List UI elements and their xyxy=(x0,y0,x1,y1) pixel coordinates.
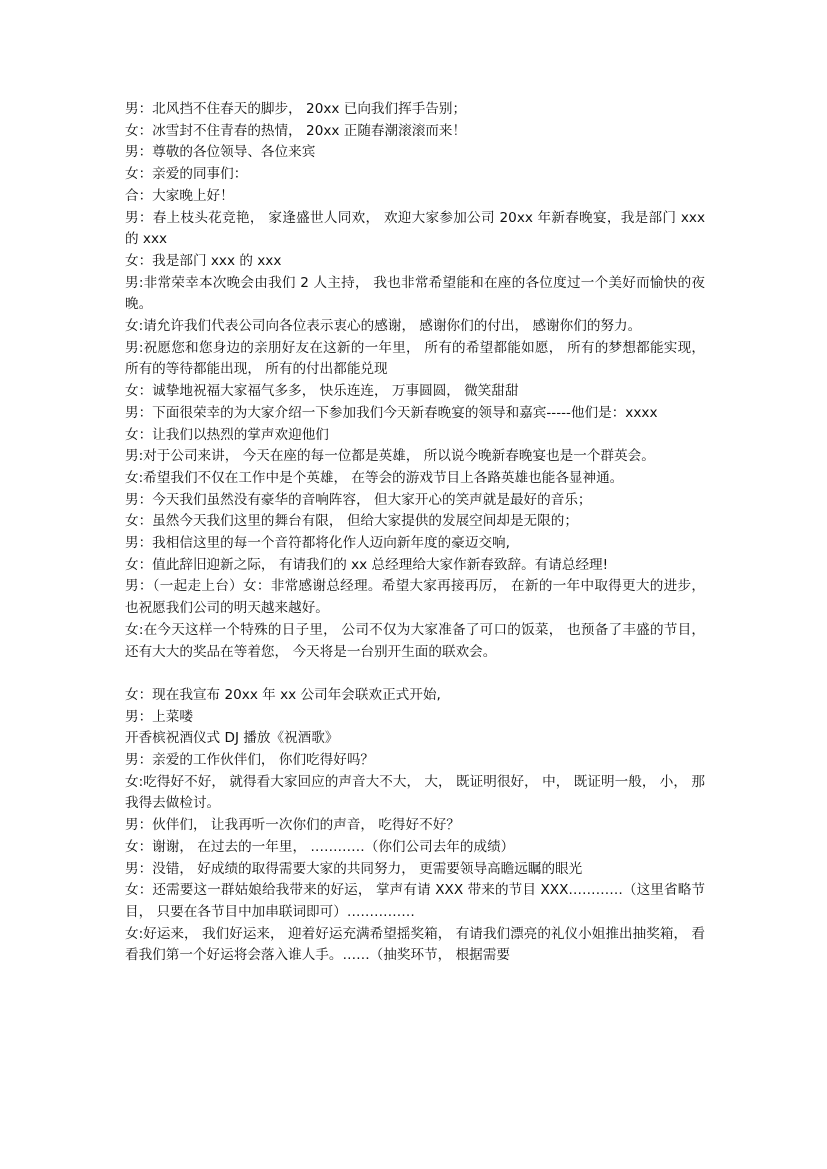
script-line: 女：现在我宣布 20xx 年 xx 公司年会联欢正式开始, xyxy=(125,686,441,703)
script-line: 男：亲爱的工作伙伴们， 你们吃得好吗？ xyxy=(125,752,375,769)
document-body xyxy=(125,99,705,967)
script-line: 女:吃得好不好， 就得看大家回应的声音大不大， 大， 既证明很好， 中， 既证明一般， 小， 那我得去做检讨。 xyxy=(125,773,705,812)
script-line: 男：我相信这里的每一个音符都将化作人迈向新年度的豪迈交响, xyxy=(125,535,510,552)
script-line: 女：亲爱的同事们： xyxy=(125,166,248,183)
script-line: 男：尊敬的各位领导、各位来宾 xyxy=(125,144,316,161)
script-line: 女：虽然今天我们这里的舞台有限， 但给大家提供的发展空间却是无限的； xyxy=(125,513,578,530)
script-line: 男:非常荣幸本次晚会由我们 2 人主持， 我也非常希望能和在座的各位度过一个美好而愉快的夜晚。 xyxy=(125,274,705,313)
script-line: 女：我是部门 xxx 的 xxx xyxy=(125,252,282,269)
script-line: 女：诚挚地祝福大家福气多多， 快乐连连， 万事圆圆， 微笑甜甜 xyxy=(125,383,519,400)
script-line: 男：北风挡不住春天的脚步， 20xx 已向我们挥手告别； xyxy=(125,101,467,117)
script-line: 女：让我们以热烈的掌声欢迎他们 xyxy=(125,426,329,443)
script-line: 女:请允许我们代表公司向各位表示衷心的感谢， 感谢你们的付出， 感谢你们的努力。 xyxy=(125,318,642,335)
script-line: 开香槟祝酒仪式 DJ 播放《祝酒歌》 xyxy=(125,730,339,747)
script-line: 合：大家晚上好！ xyxy=(125,187,234,204)
script-line: 女：谢谢， 在过去的一年里， …………（你们公司去年的成绩） xyxy=(125,838,515,855)
script-line: 男：（一起走上台）女：非常感谢总经理。希望大家再接再厉， 在新的一年中取得更大的进步， 也祝愿我们公司的明天越来越好。 xyxy=(125,578,705,617)
script-line: 男:祝愿您和您身边的亲朋好友在这新的一年里， 所有的希望都能如愿， 所有的梦想都能实现， 所有的等待都能出现， 所有的付出都能兑现 xyxy=(125,339,705,378)
script-line: 男：下面很荣幸的为大家介绍一下参加我们今天新春晚宴的领导和嘉宾-----他们是：xxxx xyxy=(125,404,658,421)
script-line: 男：上菜喽 xyxy=(125,708,193,725)
script-line: 男：伙伴们， 让我再听一次你们的声音， 吃得好不好？ xyxy=(125,817,460,834)
script-line: 男：春上枝头花竞艳， 家逢盛世人同欢， 欢迎大家参加公司 20xx 年新春晚宴，我是部门 xxx 的 xxx xyxy=(125,209,705,248)
script-line: 女:好运来， 我们好运来， 迎着好运充满希望摇奖箱， 有请我们漂亮的礼仪小姐推出抽奖箱， 看看我们第一个好运将会落入谁人手。……（抽奖环节， 根据需要 xyxy=(125,925,705,964)
script-line: 女:在今天这样一个特殊的日子里， 公司不仅为大家准备了可口的饭菜， 也预备了丰盛的节目， 还有大大的奖品在等着您， 今天将是一台别开生面的联欢会。 xyxy=(125,621,705,660)
script-line: 男：今天我们虽然没有豪华的音响阵容， 但大家开心的笑声就是最好的音乐； xyxy=(125,491,592,508)
script-line: 女：值此辞旧迎新之际， 有请我们的 xx 总经理给大家作新春致辞。有请总经理! xyxy=(125,556,609,573)
paragraph-gap xyxy=(125,663,705,685)
script-line: 男:对于公司来讲， 今天在座的每一位都是英雄， 所以说今晚新春晚宴也是一个群英会。 xyxy=(125,448,655,465)
script-line: 女:希望我们不仅在工作中是个英雄， 在等会的游戏节目上各路英雄也能各显神通。 xyxy=(125,469,624,486)
script-line: 女：冰雪封不住青春的热情， 20xx 正随春潮滚滚而来！ xyxy=(125,122,467,139)
script-line: 女：还需要这一群姑娘给我带来的好运， 掌声有请 XXX 带来的节目 XXX…………（这里省略节目， 只要在各节目中加串联词即可）…………… xyxy=(125,882,705,920)
script-line: 男：没错， 好成绩的取得需要大家的共同努力， 更需要领导高瞻远瞩的眼光 xyxy=(125,860,583,877)
